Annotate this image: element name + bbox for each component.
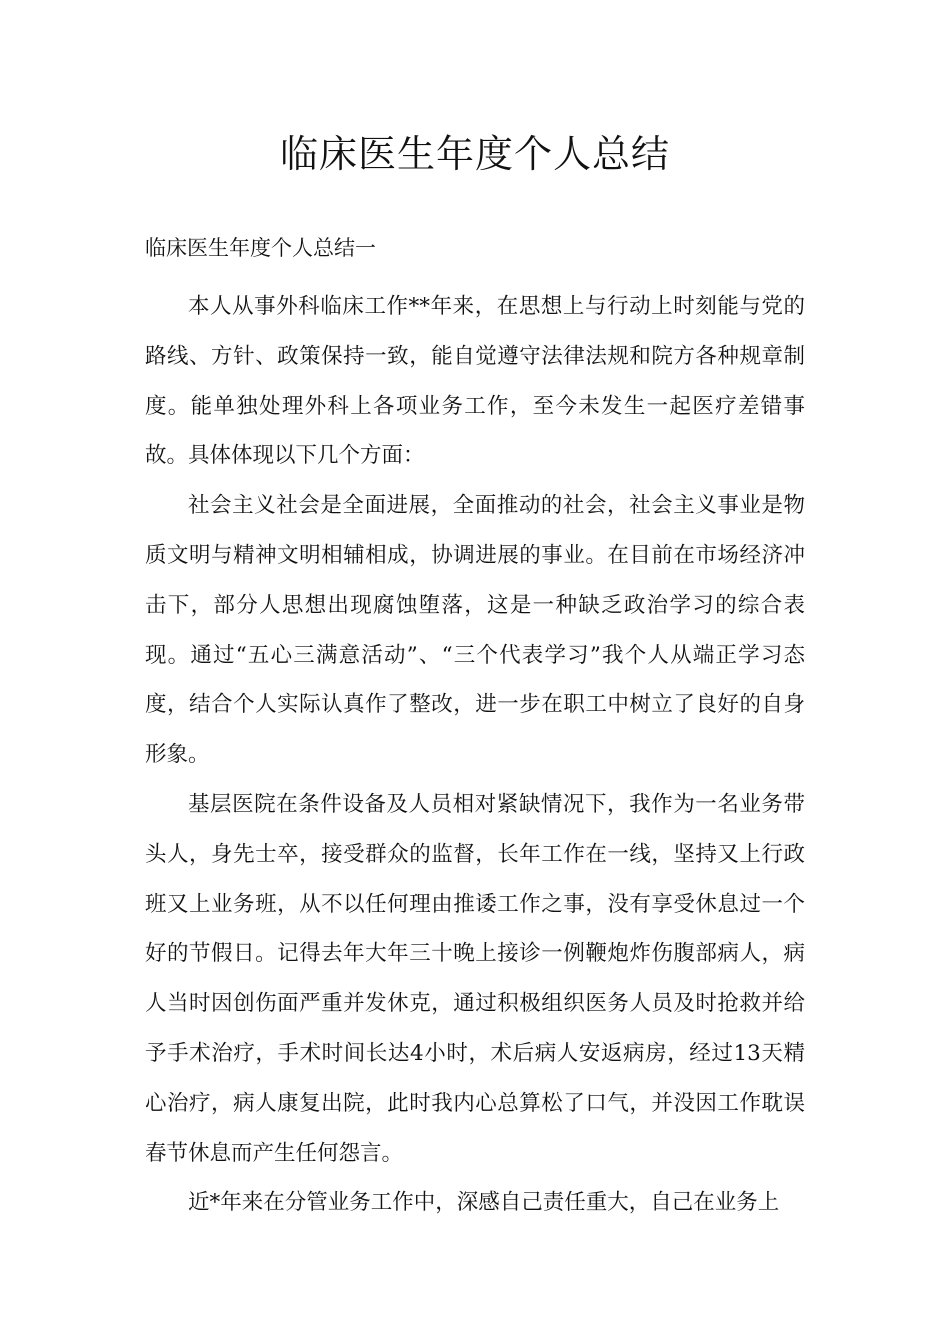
- paragraph-3: 基层医院在条件设备及人员相对紧缺情况下，我作为一名业务带头人，身先士卒，接受群众的监督，长年工作在一线，坚持又上行政班又上业务班，从不以任何理由推诿工作之事，没有享受休息过一个好的节假日。记得去年大年三十晚上接诊一例鞭炮炸伤腹部病人，病人当时因创伤面严重并发休克，通过积极组织医务人员及时抢救并给予手术治疗，手术时间长达4小时，术后病人安返病房，经过13天精心治疗，病人康复出院，此时我内心总算松了口气，并没因工作耽误春节休息而产生任何怨言。: [145, 791, 805, 1166]
- paragraph-1: 本人从事外科临床工作**年来，在思想上与行动上时刻能与党的路线、方针、政策保持一致，能自觉遵守法律法规和院方各种规章制度。能单独处理外科上各项业务工作，至今未发生一起医疗差错事故。具体体现以下几个方面：: [145, 294, 805, 469]
- document-title: 临床医生年度个人总结: [279, 132, 670, 176]
- section-subtitle: 临床医生年度个人总结一: [145, 236, 376, 260]
- paragraph-2: 社会主义社会是全面进展，全面推动的社会，社会主义事业是物质文明与精神文明相辅相成，协调进展的事业。在目前在市场经济冲击下，部分人思想出现腐蚀堕落，这是一种缺乏政治学习的综合表现。通过“五心三满意活动”、“三个代表学习”我个人从端正学习态度，结合个人实际认真作了整改，进一步在职工中树立了良好的自身形象。: [145, 493, 805, 768]
- paragraph-4: 近*年来在分管业务工作中，深感自己责任重大，自己在业务上: [188, 1190, 780, 1216]
- document-body: [145, 282, 805, 1228]
